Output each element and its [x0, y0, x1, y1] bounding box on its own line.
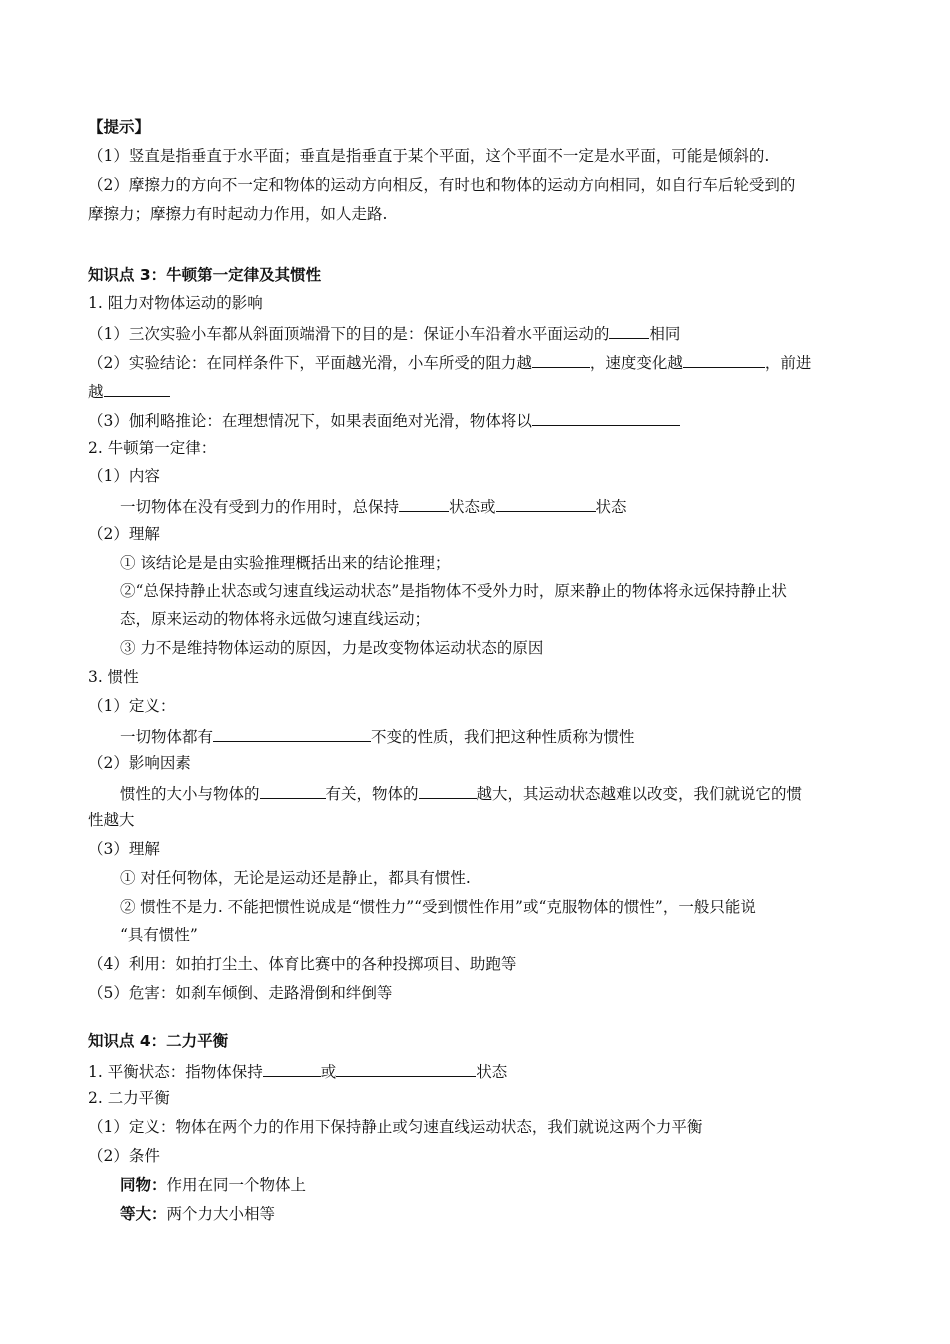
text: 惯性的大小与物体的 — [120, 785, 260, 803]
fill-blank[interactable] — [260, 782, 326, 799]
text: 状态 — [476, 1063, 508, 1081]
k4-condition-2 — [120, 1204, 275, 1224]
condition-text: 作用在同一个物体上 — [166, 1176, 307, 1194]
text: 或 — [320, 1063, 337, 1081]
fill-blank[interactable] — [213, 725, 371, 742]
condition-label: 同物： — [120, 1176, 167, 1194]
k4-condition-1 — [120, 1175, 306, 1195]
k4-s2-1: （1）定义：物体在两个力的作用下保持静止或匀速直线运动状态，我们就说这两个力平衡 — [88, 1118, 703, 1136]
text: 不变的性质，我们把这种性质称为惯性 — [371, 728, 635, 746]
hint-item-2-cont: 摩擦力；摩擦力有时起动力作用，如人走路. — [88, 205, 388, 223]
text: 1. 平衡状态：指物体保持 — [88, 1063, 263, 1081]
text: 状态或 — [449, 498, 496, 516]
fill-blank[interactable] — [609, 322, 649, 339]
condition-label: 等大： — [120, 1205, 167, 1223]
fill-blank[interactable] — [532, 351, 590, 368]
text: ，速度变化越 — [589, 354, 683, 372]
text: 一切物体在没有受到力的作用时，总保持 — [120, 498, 400, 516]
k3-s3-1: （1）定义： — [88, 697, 176, 715]
text: 状态 — [595, 498, 627, 516]
k3-s3-3-b: ② 惯性不是力. 不能把惯性说成是“惯性力”“受到惯性作用”或“克服物体的惯性”，一般只能说 — [120, 898, 756, 916]
text: ，前进 — [764, 354, 812, 372]
k3-s3-4: （4）利用：如拍打尘土、体育比赛中的各种投掷项目、助跑等 — [88, 955, 517, 973]
k4-s2-2: （2）条件 — [88, 1147, 160, 1165]
text: 越 — [88, 383, 104, 401]
fill-blank[interactable] — [532, 409, 680, 426]
k3-s1-3 — [88, 409, 680, 431]
text: （3）伽利略推论：在理想情况下，如果表面绝对光滑，物体将以 — [88, 412, 532, 430]
k3-s3-5: （5）危害：如刹车倾倒、走路滑倒和绊倒等 — [88, 984, 393, 1002]
k3-s3-3-a: ① 对任何物体，无论是运动还是静止，都具有惯性. — [120, 869, 471, 887]
k3-s3-2-content — [120, 782, 802, 804]
fill-blank[interactable] — [496, 495, 596, 512]
text: 有关，物体的 — [325, 785, 419, 803]
k3-s2: 2. 牛顿第一定律： — [88, 439, 217, 457]
k3-s2-2-b-cont: 态，原来运动的物体将永远做匀速直线运动； — [120, 610, 431, 628]
text: 一切物体都有 — [120, 728, 214, 746]
text: （1）三次实验小车都从斜面顶端滑下的目的是：保证小车沿着水平面运动的 — [88, 325, 610, 343]
k3-s2-2-a: ① 该结论是是由实验推理概括出来的结论推理； — [120, 554, 451, 572]
condition-text: 两个力大小相等 — [166, 1205, 276, 1223]
hint-title: 【提示】 — [88, 118, 151, 136]
k3-s2-1: （1）内容 — [88, 467, 160, 485]
k3-s1-1 — [88, 322, 680, 344]
fill-blank[interactable] — [683, 351, 765, 368]
k3-s2-2: （2）理解 — [88, 525, 160, 543]
k4-s1 — [88, 1060, 507, 1082]
text: 相同 — [649, 325, 681, 343]
k3-s2-2-c: ③ 力不是维持物体运动的原因，力是改变物体运动状态的原因 — [120, 639, 544, 657]
k3-s3-2-cont: 性越大 — [88, 811, 135, 829]
fill-blank[interactable] — [263, 1060, 321, 1077]
section-title-k3: 知识点 3：牛顿第一定律及其惯性 — [88, 266, 322, 284]
k3-s3: 3. 惯性 — [88, 668, 139, 686]
fill-blank[interactable] — [104, 380, 170, 397]
hint-item-2: （2）摩擦力的方向不一定和物体的运动方向相反，有时也和物体的运动方向相同，如自行车后轮受到的 — [88, 176, 796, 194]
fill-blank[interactable] — [336, 1060, 476, 1077]
section-title-k4: 知识点 4：二力平衡 — [88, 1032, 229, 1050]
k3-s3-2: （2）影响因素 — [88, 754, 191, 772]
hint-item-1: （1）竖直是指垂直于水平面；垂直是指垂直于某个平面，这个平面不一定是水平面，可能是倾斜的. — [88, 147, 770, 165]
k3-s1-2-cont — [88, 380, 170, 402]
k3-s3-3-b-cont: “具有惯性” — [120, 926, 198, 944]
fill-blank[interactable] — [419, 782, 477, 799]
k3-s1-2 — [88, 351, 811, 373]
k3-s3-1-content — [120, 725, 635, 747]
k3-s2-2-b: ②“总保持静止状态或匀速直线运动状态”是指物体不受外力时，原来静止的物体将永远保持静止状 — [120, 582, 787, 600]
fill-blank[interactable] — [399, 495, 449, 512]
k3-s1: 1. 阻力对物体运动的影响 — [88, 294, 263, 312]
k3-s2-1-content — [120, 495, 627, 517]
text: （2）实验结论：在同样条件下，平面越光滑，小车所受的阻力越 — [88, 354, 532, 372]
k3-s3-3: （3）理解 — [88, 840, 160, 858]
k4-s2: 2. 二力平衡 — [88, 1089, 170, 1107]
text: 越大，其运动状态越难以改变，我们就说它的惯 — [476, 785, 803, 803]
